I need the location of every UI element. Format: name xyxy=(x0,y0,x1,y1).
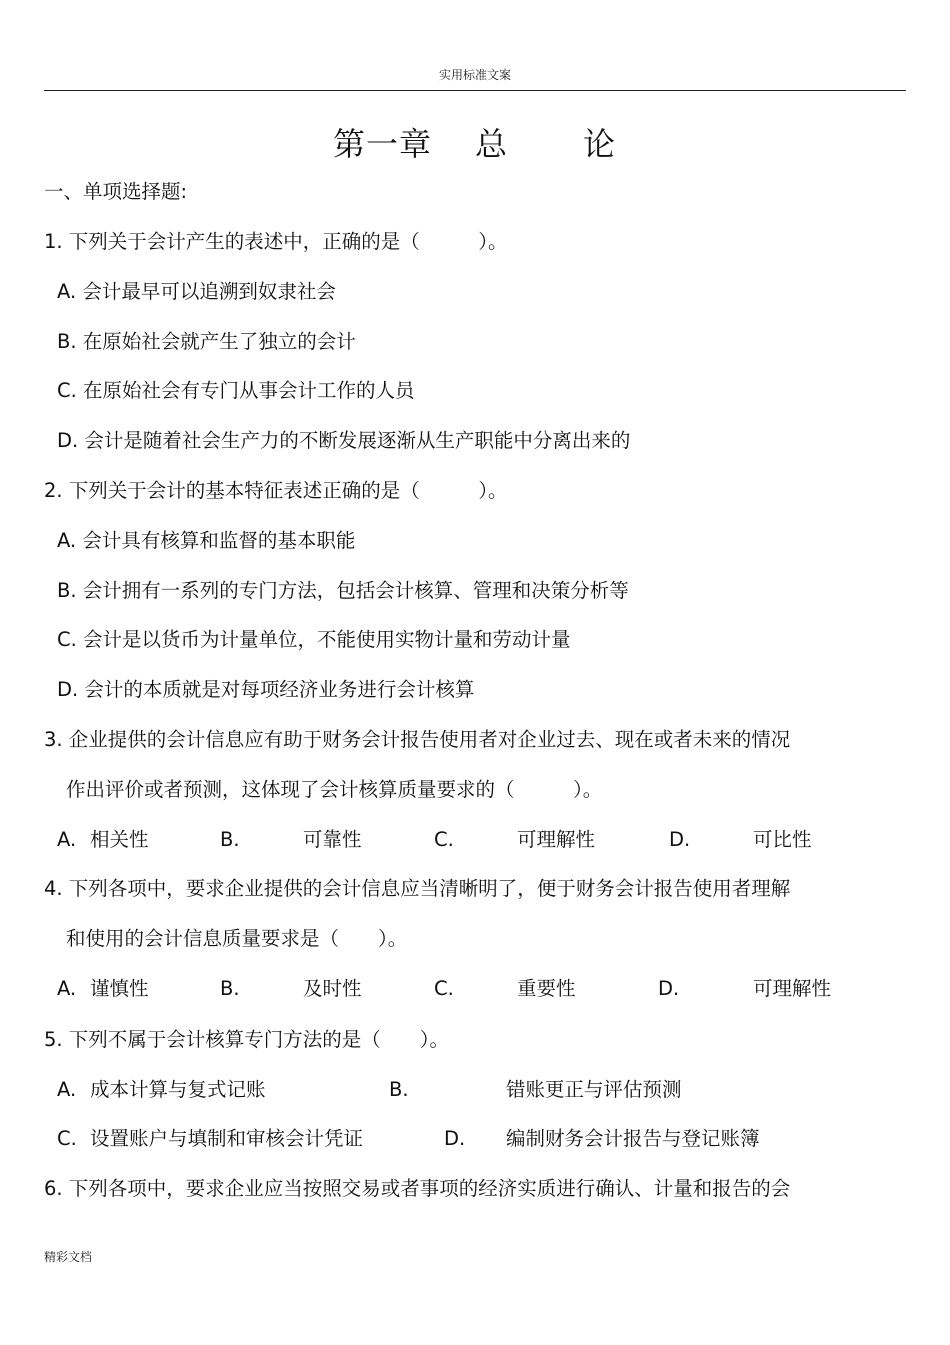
question-5-option-c-text: 设置账户与填制和审核会计凭证 xyxy=(90,1127,364,1150)
question-5-option-d-letter: D. xyxy=(444,1127,466,1150)
question-5-option-b-letter: B. xyxy=(389,1078,409,1101)
question-4-option-c-letter: C. xyxy=(434,977,454,1000)
question-3-stem-line2: 作出评价或者预测，这体现了会计核算质量要求的（ ）。 xyxy=(66,778,603,801)
question-4-stem-line2: 和使用的会计信息质量要求是（ ）。 xyxy=(66,927,408,950)
question-3-option-d-text: 可比性 xyxy=(753,828,812,851)
question-4-option-c-text: 重要性 xyxy=(517,977,576,1000)
question-4-option-b-letter: B. xyxy=(220,977,240,1000)
question-2-option-a: A. 会计具有核算和监督的基本职能 xyxy=(57,529,356,552)
question-3-option-b-letter: B. xyxy=(220,828,240,851)
question-1-stem: 1. 下列关于会计产生的表述中，正确的是（ ）。 xyxy=(44,230,508,253)
question-5-option-b-text: 错账更正与评估预测 xyxy=(506,1078,682,1101)
question-3-stem-line1: 3. 企业提供的会计信息应有助于财务会计报告使用者对企业过去、现在或者未来的情况 xyxy=(44,728,791,751)
question-3-option-d-letter: D. xyxy=(669,828,691,851)
question-1-option-c: C. 在原始社会有专门从事会计工作的人员 xyxy=(57,379,415,402)
question-3-option-a-text: 相关性 xyxy=(90,828,149,851)
question-4-stem-line1: 4. 下列各项中，要求企业提供的会计信息应当清晰明了，便于财务会计报告使用者理解 xyxy=(44,877,791,900)
question-2-stem: 2. 下列关于会计的基本特征表述正确的是（ ）。 xyxy=(44,479,508,502)
question-5-option-c-letter: C. xyxy=(57,1127,77,1150)
question-2-option-c: C. 会计是以货币为计量单位，不能使用实物计量和劳动计量 xyxy=(57,628,571,651)
question-4-option-a-letter: A. xyxy=(57,977,77,1000)
section-heading: 一、单项选择题: xyxy=(44,180,188,203)
chapter-title-part2: 总 xyxy=(475,125,509,163)
question-5-stem: 5. 下列不属于会计核算专门方法的是（ ）。 xyxy=(44,1028,450,1051)
question-4-option-d-text: 可理解性 xyxy=(753,977,832,1000)
header-divider xyxy=(44,90,906,91)
chapter-title xyxy=(0,122,950,166)
question-3-option-c-text: 可理解性 xyxy=(517,828,596,851)
question-2-option-d: D. 会计的本质就是对每项经济业务进行会计核算 xyxy=(57,678,475,701)
question-1-option-b: B. 在原始社会就产生了独立的会计 xyxy=(57,330,356,353)
question-5-option-a-text: 成本计算与复式记账 xyxy=(90,1078,266,1101)
question-4-option-d-letter: D. xyxy=(658,977,680,1000)
question-4-option-b-text: 及时性 xyxy=(303,977,362,1000)
question-5-option-a-letter: A. xyxy=(57,1078,77,1101)
chapter-title-part1: 第一章 xyxy=(333,125,433,163)
question-1-option-a: A. 会计最早可以追溯到奴隶社会 xyxy=(57,280,336,303)
page-footer: 精彩文档 xyxy=(44,1250,93,1264)
question-4-option-a-text: 谨慎性 xyxy=(90,977,149,1000)
question-1-option-d: D. 会计是随着社会生产力的不断发展逐渐从生产职能中分离出来的 xyxy=(57,429,631,452)
question-3-option-a-letter: A. xyxy=(57,828,77,851)
question-2-option-b: B. 会计拥有一系列的专门方法，包括会计核算、管理和决策分析等 xyxy=(57,579,629,602)
question-6-stem: 6. 下列各项中，要求企业应当按照交易或者事项的经济实质进行确认、计量和报告的会 xyxy=(44,1177,791,1200)
chapter-title-part3: 论 xyxy=(583,125,617,163)
question-3-option-b-text: 可靠性 xyxy=(303,828,362,851)
question-5-option-d-text: 编制财务会计报告与登记账簿 xyxy=(506,1127,760,1150)
page-header: 实用标准文案 xyxy=(438,68,511,82)
question-3-option-c-letter: C. xyxy=(434,828,454,851)
